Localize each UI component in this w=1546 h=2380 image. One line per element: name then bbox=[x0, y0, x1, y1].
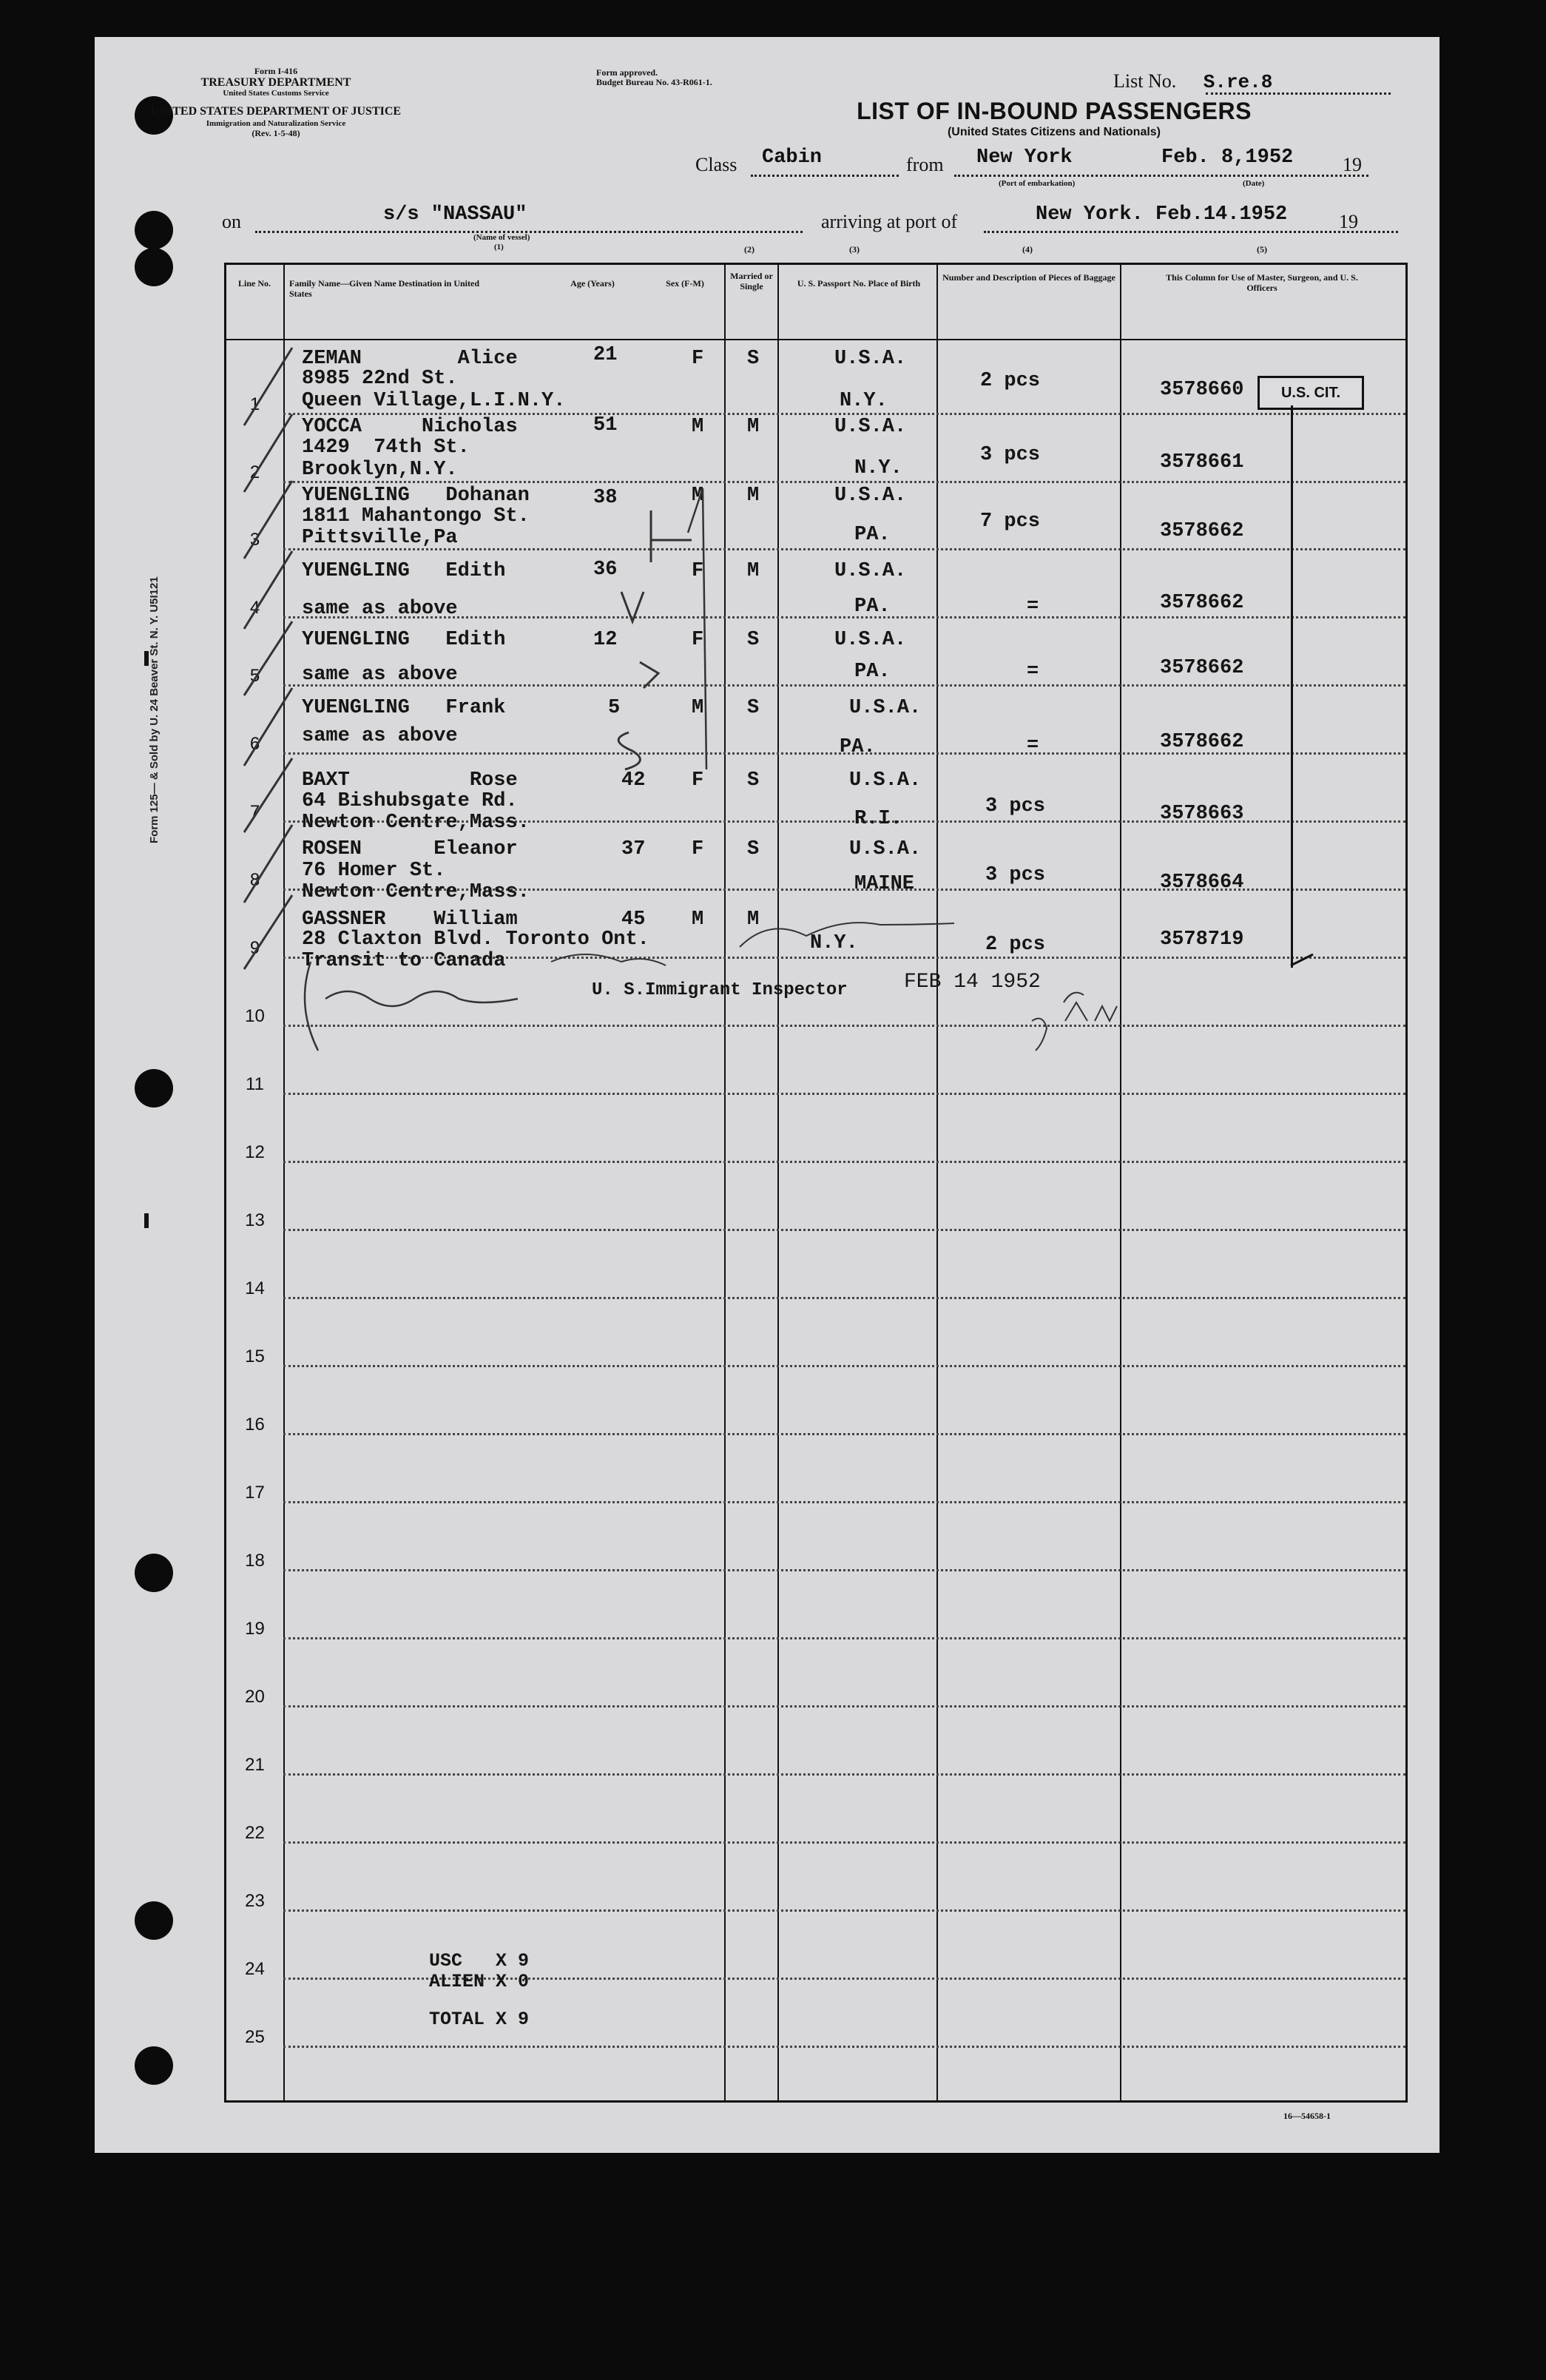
passenger-address: 1429 74th St. bbox=[302, 436, 470, 459]
on-label: on bbox=[222, 211, 241, 232]
row-number: 20 bbox=[245, 1687, 265, 1707]
row-rule bbox=[283, 1297, 1405, 1299]
vessel-caption: (Name of vessel) bbox=[473, 233, 530, 242]
agency-block bbox=[124, 67, 428, 138]
passport-number: U.S.A. bbox=[849, 838, 922, 860]
passenger-sex: M bbox=[692, 697, 704, 719]
passenger-age: 21 bbox=[593, 344, 618, 366]
passenger-address: same as above bbox=[302, 598, 458, 620]
passenger-sex: M bbox=[692, 908, 704, 931]
col-head-baggage: Number and Description of Pieces of Baggage bbox=[942, 272, 1115, 283]
passenger-address: 64 Bishubsgate Rd. bbox=[302, 790, 518, 812]
passenger-address: Pittsville,Pa bbox=[302, 527, 458, 549]
row-number: 24 bbox=[245, 1959, 265, 1979]
row-rule bbox=[283, 413, 1405, 415]
from-dots bbox=[954, 175, 1368, 177]
col-head-passport: U. S. Passport No. Place of Birth bbox=[797, 278, 921, 289]
customs-service: United States Customs Service bbox=[223, 89, 329, 98]
passenger-address: 1811 Mahantongo St. bbox=[302, 505, 530, 527]
row-rule bbox=[283, 1909, 1405, 1912]
col-head-name: Family Name—Given Name Destination in United States bbox=[289, 278, 479, 299]
officer-number: 3578662 bbox=[1160, 657, 1244, 679]
punch-hole bbox=[135, 211, 173, 249]
row-number: 3 bbox=[249, 530, 260, 550]
passenger-age: 45 bbox=[621, 908, 646, 931]
passport-number: U.S.A. bbox=[834, 416, 907, 438]
passenger-marital: M bbox=[747, 485, 760, 507]
punch-hole bbox=[135, 1901, 173, 1940]
officer-number: 3578662 bbox=[1160, 731, 1244, 753]
row-rule bbox=[283, 1501, 1405, 1503]
baggage-count: = bbox=[1027, 735, 1039, 757]
port-caption: (Port of embarkation) bbox=[999, 179, 1076, 188]
row-number: 11 bbox=[246, 1074, 264, 1094]
passenger-address: same as above bbox=[302, 725, 458, 747]
passenger-age: 38 bbox=[593, 487, 618, 509]
row-number: 23 bbox=[245, 1891, 265, 1911]
passenger-marital: S bbox=[747, 769, 760, 792]
birth-place: N.Y. bbox=[840, 390, 888, 412]
passenger-address: same as above bbox=[302, 664, 458, 686]
punch-hole bbox=[135, 1554, 173, 1592]
row-number: 12 bbox=[245, 1142, 265, 1162]
arrival-port-date: New York. Feb.14.1952 bbox=[1036, 203, 1288, 226]
passenger-age: 51 bbox=[593, 414, 618, 436]
row-rule bbox=[283, 1093, 1405, 1095]
row-number: 5 bbox=[249, 666, 260, 686]
passenger-sex: M bbox=[692, 416, 704, 438]
passenger-marital: M bbox=[747, 908, 760, 931]
total-all: TOTAL X 9 bbox=[429, 2009, 530, 2030]
col-num-2: (2) bbox=[744, 244, 755, 254]
passport-number: U.S.A. bbox=[834, 560, 907, 582]
row-rule bbox=[283, 2046, 1405, 2048]
passenger-marital: S bbox=[747, 838, 760, 860]
col-head-age: Age (Years) bbox=[570, 278, 615, 289]
col-num-4: (4) bbox=[1022, 244, 1033, 254]
col-divider bbox=[283, 265, 285, 2100]
passenger-address: Transit to Canada bbox=[302, 950, 506, 972]
birth-place: PA. bbox=[840, 736, 876, 758]
row-number: 21 bbox=[245, 1755, 265, 1775]
passenger-name: YUENGLING Edith bbox=[302, 629, 506, 651]
passport-number: U.S.A. bbox=[834, 485, 907, 507]
passenger-age: 5 bbox=[608, 697, 621, 719]
row-number: 4 bbox=[249, 598, 260, 618]
baggage-count: 3 pcs bbox=[980, 444, 1041, 466]
class-line bbox=[695, 148, 1376, 178]
passenger-marital: S bbox=[747, 697, 760, 719]
row-rule bbox=[283, 1637, 1405, 1639]
list-no-value: S.re.8 bbox=[1203, 71, 1273, 93]
from-label: from bbox=[906, 154, 944, 175]
side-imprint: Form 125— & Sold by U. 24 Beaver St. N. Y. U5I121 bbox=[148, 576, 161, 843]
birth-place: N.Y. bbox=[810, 932, 858, 954]
vessel-name: s/s "NASSAU" bbox=[383, 203, 527, 226]
list-no-dots bbox=[1206, 92, 1391, 95]
passenger-age: 36 bbox=[593, 559, 618, 581]
officer-number: 3578663 bbox=[1160, 803, 1244, 825]
baggage-count: 7 pcs bbox=[980, 510, 1041, 533]
row-number: 14 bbox=[245, 1278, 265, 1298]
passenger-sex: F bbox=[692, 629, 704, 651]
arriving-dots bbox=[984, 231, 1398, 233]
row-rule bbox=[283, 1365, 1405, 1367]
from-value: New York bbox=[976, 146, 1073, 169]
total-usc: USC X 9 bbox=[429, 1950, 530, 1972]
ins-service: Immigration and Naturalization Service bbox=[206, 119, 346, 128]
officer-number: 3578719 bbox=[1160, 928, 1244, 951]
row-rule bbox=[283, 1229, 1405, 1231]
list-no-label: List No. bbox=[1113, 70, 1177, 92]
col-head-married: Married or Single bbox=[730, 271, 773, 291]
passenger-address: Brooklyn,N.Y. bbox=[302, 459, 458, 481]
birth-place: N.Y. bbox=[854, 457, 902, 479]
col-divider bbox=[936, 265, 938, 2100]
passenger-name: ROSEN Eleanor bbox=[302, 838, 518, 860]
total-alien: ALIEN X 0 bbox=[429, 1971, 530, 1992]
punch-hole bbox=[135, 1069, 173, 1108]
row-rule bbox=[283, 1773, 1405, 1776]
margin-mark bbox=[144, 1213, 149, 1228]
passenger-address: Newton Centre,Mass. bbox=[302, 881, 530, 903]
passenger-sex: F bbox=[692, 769, 704, 792]
class-value: Cabin bbox=[762, 146, 823, 169]
passport-number: U.S.A. bbox=[849, 769, 922, 792]
passenger-name: YUENGLING Edith bbox=[302, 560, 506, 582]
passenger-sex: F bbox=[692, 560, 704, 582]
passenger-marital: S bbox=[747, 629, 760, 651]
budget-bureau: Budget Bureau No. 43-R061-1. bbox=[596, 77, 712, 87]
row-rule bbox=[283, 1433, 1405, 1435]
form-approved: Form approved. bbox=[596, 67, 658, 78]
passenger-address: Queen Village,L.I.N.Y. bbox=[302, 390, 566, 412]
row-rule bbox=[283, 481, 1405, 483]
passenger-marital: M bbox=[747, 560, 760, 582]
row-rule bbox=[283, 1025, 1405, 1027]
row-number: 6 bbox=[249, 734, 260, 754]
from-date: Feb. 8,1952 bbox=[1161, 146, 1294, 169]
baggage-count: = bbox=[1027, 596, 1039, 618]
row-number: 10 bbox=[245, 1006, 265, 1026]
officer-number: 3578660 bbox=[1160, 379, 1244, 401]
row-number: 2 bbox=[249, 462, 260, 482]
page-subtitle: (United States Citizens and Nationals) bbox=[947, 126, 1161, 138]
passenger-sex: F bbox=[692, 348, 704, 370]
officer-number: 3578662 bbox=[1160, 520, 1244, 542]
row-number: 1 bbox=[249, 394, 260, 414]
col-head-sex: Sex (F-M) bbox=[666, 278, 704, 289]
class-dots bbox=[751, 175, 899, 177]
row-rule bbox=[283, 1569, 1405, 1571]
baggage-count: 2 pcs bbox=[980, 370, 1041, 392]
row-rule bbox=[283, 1161, 1405, 1163]
col-num-5: (5) bbox=[1257, 244, 1267, 254]
passenger-name: YUENGLING Dohanan bbox=[302, 485, 530, 507]
inspector-label: U. S.Immigrant Inspector bbox=[592, 980, 848, 1000]
passenger-name: GASSNER William bbox=[302, 908, 518, 931]
baggage-count: 3 pcs bbox=[985, 795, 1046, 818]
arriving-label: arriving at port of bbox=[821, 211, 958, 232]
col-divider bbox=[777, 265, 779, 2100]
birth-place: R.I. bbox=[854, 808, 902, 830]
row-number: 17 bbox=[245, 1483, 265, 1503]
birth-place: PA. bbox=[854, 661, 891, 683]
class-label: Class bbox=[695, 154, 737, 175]
date-caption: (Date) bbox=[1243, 179, 1265, 188]
birth-place: MAINE bbox=[854, 873, 915, 895]
justice-dept: UNITED STATES DEPARTMENT OF JUSTICE bbox=[150, 105, 402, 118]
officer-number: 3578662 bbox=[1160, 592, 1244, 614]
year-suffix-1: 19 bbox=[1343, 154, 1362, 175]
birth-place: PA. bbox=[854, 524, 891, 546]
vessel-col-number: (1) bbox=[494, 243, 504, 252]
col-head-line: Line No. bbox=[237, 278, 271, 289]
baggage-count: = bbox=[1027, 661, 1039, 683]
treasury-dept: TREASURY DEPARTMENT bbox=[200, 76, 351, 89]
passenger-sex: M bbox=[692, 485, 704, 507]
col-divider bbox=[724, 265, 726, 2100]
form-code: 16—54658-1 bbox=[1283, 2111, 1331, 2121]
row-number: 8 bbox=[249, 870, 260, 890]
row-number: 7 bbox=[249, 802, 260, 822]
row-rule bbox=[283, 1841, 1405, 1844]
us-citizen-stamp: U.S. CIT. bbox=[1258, 376, 1364, 410]
form-number: Form I-416 bbox=[254, 66, 298, 76]
year-suffix-2: 19 bbox=[1339, 211, 1358, 232]
row-number: 22 bbox=[245, 1823, 265, 1843]
vessel-line bbox=[222, 203, 1405, 233]
officer-number: 3578661 bbox=[1160, 451, 1244, 473]
bracket-line bbox=[1291, 405, 1293, 968]
passenger-age: 42 bbox=[621, 769, 646, 792]
passenger-address: Newton Centre,Mass. bbox=[302, 812, 530, 834]
passenger-address: 28 Claxton Blvd. Toronto Ont. bbox=[302, 928, 649, 951]
baggage-count: 3 pcs bbox=[985, 864, 1046, 886]
row-rule bbox=[283, 1705, 1405, 1708]
passenger-name: YUENGLING Frank bbox=[302, 697, 506, 719]
col-head-officers: This Column for Use of Master, Surgeon, and U. S. Officers bbox=[1166, 272, 1358, 293]
passenger-marital: M bbox=[747, 416, 760, 438]
birth-place: PA. bbox=[854, 596, 891, 618]
passport-number: U.S.A. bbox=[849, 697, 922, 719]
passenger-age: 12 bbox=[593, 629, 618, 651]
row-number: 16 bbox=[245, 1415, 265, 1435]
passport-number: U.S.A. bbox=[834, 629, 907, 651]
row-number: 15 bbox=[245, 1346, 265, 1366]
row-number: 9 bbox=[249, 938, 260, 958]
passenger-marital: S bbox=[747, 348, 760, 370]
punch-hole bbox=[135, 248, 173, 286]
row-number: 25 bbox=[245, 2027, 265, 2047]
passenger-name: YOCCA Nicholas bbox=[302, 416, 518, 438]
header-rule bbox=[226, 339, 1405, 340]
passenger-name: BAXT Rose bbox=[302, 769, 518, 792]
officer-number: 3578664 bbox=[1160, 872, 1244, 894]
page-title: LIST OF IN-BOUND PASSENGERS bbox=[857, 98, 1252, 124]
passenger-sex: F bbox=[692, 838, 704, 860]
passenger-name: ZEMAN Alice bbox=[302, 348, 518, 370]
passenger-address: 76 Homer St. bbox=[302, 860, 446, 882]
baggage-count: 2 pcs bbox=[985, 934, 1046, 956]
approval-block bbox=[596, 68, 803, 87]
col-num-3: (3) bbox=[849, 244, 860, 254]
revision: (Rev. 1-5-48) bbox=[252, 128, 300, 138]
punch-hole bbox=[135, 2046, 173, 2085]
list-number bbox=[1113, 70, 1272, 93]
passport-number: U.S.A. bbox=[834, 348, 907, 370]
row-number: 19 bbox=[245, 1619, 265, 1639]
row-number: 13 bbox=[245, 1210, 265, 1230]
inspection-date-stamp: FEB 14 1952 bbox=[904, 971, 1041, 994]
passenger-address: 8985 22nd St. bbox=[302, 368, 458, 390]
row-number: 18 bbox=[245, 1551, 265, 1571]
passenger-age: 37 bbox=[621, 838, 646, 860]
col-divider bbox=[1120, 265, 1121, 2100]
